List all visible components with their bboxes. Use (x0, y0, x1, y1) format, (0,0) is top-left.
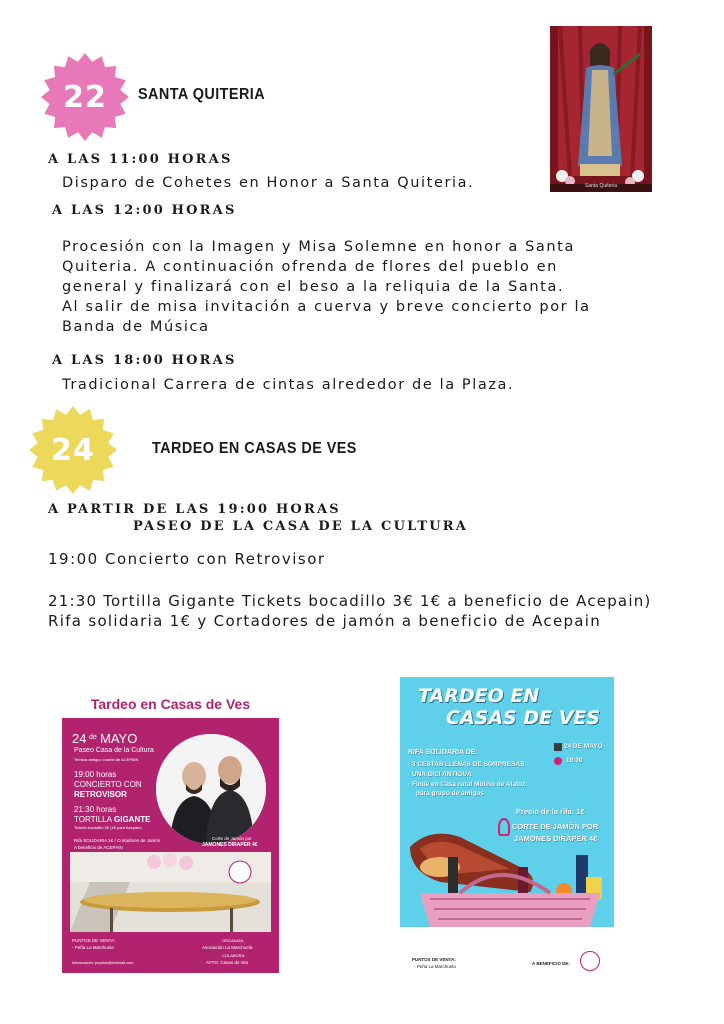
day-number: 22 (63, 79, 107, 115)
poster-place-sub: Terraza antiguo cuartel de ACEPAIN (74, 757, 139, 762)
musicians-illustration (156, 734, 266, 844)
tortilla-photo (70, 852, 271, 932)
saint-caption: Santa Quiteria (585, 183, 617, 189)
poster-tardeo-blue (400, 677, 614, 975)
poster-place: Paseo Casa de la Cultura (74, 747, 154, 754)
description-line: Quiteria. A continuación ofrenda de flores del pueblo en (62, 259, 558, 275)
poster-date-day: 24 (72, 731, 87, 746)
poster-time: 19:00 (566, 757, 583, 764)
program-line: 19:00 Concierto con Retrovisor (48, 550, 326, 568)
poster-corte-line1: CORTE DE JAMÓN POR (512, 822, 599, 831)
description-line: Al salir de misa invitación a cuerva y breve concierto por la (62, 299, 591, 315)
poster-jamon-sub: JAMONES DIRAPER 4€ (202, 842, 258, 848)
poster-colabora: COLABORA: (222, 953, 246, 958)
event-description (62, 237, 591, 337)
saint-illustration (550, 26, 652, 192)
clock-icon (554, 757, 562, 765)
poster-rifa-item: - 3 CESTAS LLENAS DE SORPRESAS (408, 761, 525, 768)
acepain-logo (580, 951, 600, 971)
poster-corte-line2: JAMONES DIRAPER 4€ (514, 834, 598, 843)
poster-tardeo-pink (62, 690, 279, 973)
poster-organiza: ORGANIZA: (222, 938, 245, 943)
poster-title: Tardeo en Casas de Ves (90, 696, 251, 712)
day-badge-24 (28, 405, 118, 495)
event-time: A PARTIR DE LAS 19:00 HORAS (48, 502, 341, 517)
day-badge-22 (40, 52, 130, 142)
poster-rifa-item: - Finde en Casa rural Molino de Alatoz (408, 781, 526, 788)
poster-event2-sub: Tickets bocadillo 3€ (1€ para Acepain) (74, 825, 142, 830)
event-place: PASEO DE LA CASA DE LA CULTURA (133, 519, 469, 534)
poster-precio: Precio de la rifa: 1€ (516, 807, 585, 816)
poster-title-line2: CASAS DE VES (446, 707, 601, 729)
poster-jamon: Corte de Jamón por (212, 836, 252, 841)
poster-event1a: CONCIERTO CON (74, 780, 142, 789)
poster-puntos-sub: - Peña La Marchuela (72, 945, 114, 950)
event-time: A LAS 11:00 HORAS (48, 152, 233, 167)
poster-rifa-item: para grupo de amigos (416, 790, 484, 797)
tortilla-illustration (70, 852, 271, 932)
basket-illustration (400, 827, 614, 927)
poster-organiza-sub: Asociación La Marchuela (202, 945, 253, 950)
poster-puntos: PUNTOS DE VENTA: (72, 938, 116, 943)
poster-colabora-sub: AYTO. Casas de Ves (206, 960, 249, 965)
poster-rifa-title: RIFA SOLIDARIA DE: (408, 749, 478, 756)
poster-rifa-item: - UNA BICI ANTIGUA (408, 771, 472, 778)
day-title: TARDEO EN CASAS DE VES (152, 440, 357, 457)
event-description: Tradicional Carrera de cintas alrededor de la Plaza. (62, 377, 515, 393)
poster-puntos: PUNTOS DE VENTA: (412, 957, 456, 962)
event-time: A LAS 18:00 HORAS (52, 353, 237, 368)
poster-event1b: RETROVISOR (74, 790, 127, 799)
poster-event2b: GIGANTE (114, 815, 151, 824)
poster-title-line1: TARDEO EN (418, 685, 540, 707)
event-time: A LAS 12:00 HORAS (52, 203, 237, 218)
day-number: 24 (51, 432, 95, 468)
poster-date-de: de (89, 734, 97, 741)
description-line: Procesión con la Imagen y Misa Solemne en honor a Santa (62, 239, 575, 255)
description-line: general y finalizará con el beso a la reliquia de la Santa. (62, 279, 565, 295)
poster-rifa: Rifa SOLIDARIA 1€ / Cortadores de Jamón (74, 838, 161, 843)
poster-date: 24 DE MAYO (564, 743, 603, 750)
poster-time2: 21:30 horas (74, 805, 117, 814)
program-line: Rifa solidaria 1€ y Cortadores de jamón a beneficio de Acepain (48, 612, 602, 630)
program-line: 21:30 Tortilla Gigante Tickets bocadillo 3€ 1€ a beneficio de Acepain) (48, 592, 652, 610)
musicians-photo (156, 734, 266, 844)
poster-puntos-sub: - Peña La Marchuela (414, 964, 456, 969)
saint-picture (550, 26, 652, 192)
poster-date-month: MAYO (100, 731, 138, 746)
poster-event2a: TORTILLA (74, 815, 112, 824)
description-line: Banda de Música (62, 319, 210, 335)
day-title: SANTA QUITERIA (138, 86, 266, 103)
poster-time1: 19:00 horas (74, 770, 117, 779)
calendar-icon (554, 743, 562, 751)
poster-contact: Información: pepitos@hotmail.com (72, 960, 134, 965)
event-description: Disparo de Cohetes en Honor a Santa Quiteria. (62, 175, 475, 191)
poster-beneficio: A BENEFICIO DE: (532, 961, 570, 966)
poster-rifa-sub: A beneficio de ACEPAIN (74, 845, 123, 850)
